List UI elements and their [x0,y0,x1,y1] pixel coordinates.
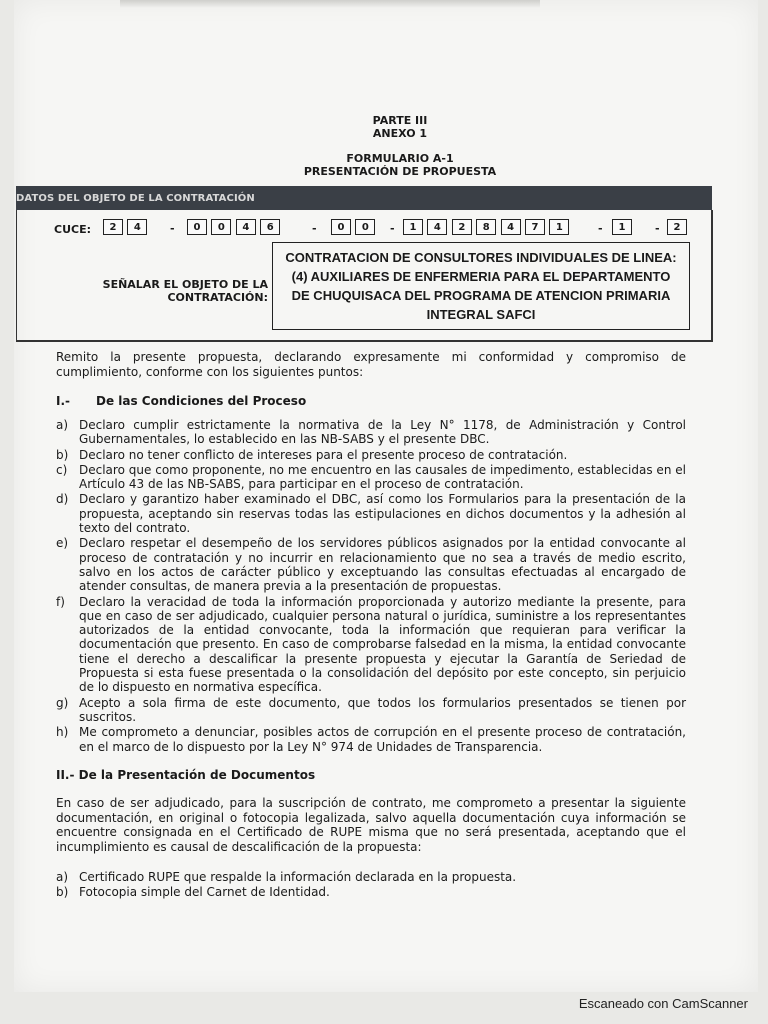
list-item [56,696,686,725]
list-item [56,885,686,899]
list-item [56,725,686,754]
cuce-digit-cell: 1 [549,219,569,235]
cuce-separator: - [655,222,660,235]
scan-smudge [120,0,540,8]
list-item-letter: b) [56,885,69,900]
box-border-bottom [16,340,713,342]
cuce-separator: - [312,222,317,235]
heading-parte: PARTE III [372,114,428,127]
list-item [56,870,686,884]
box-border-right [711,210,713,340]
intro-paragraph: Remito la presente propuesta, declarando expresamente mi conformidad y compromiso de cumplimiento, conforme con los siguientes puntos: [56,350,686,379]
cuce-digit-cell: 8 [476,219,496,235]
cuce-separator: - [598,222,603,235]
section2-heading: II.- De la Presentación de Documentos [56,768,316,782]
section1-list [56,418,686,755]
list-item-text: Certificado RUPE que respalde la información declarada en la propuesta. [79,870,517,884]
list-item-letter: d) [56,492,69,507]
cuce-digit-cell: 4 [427,219,447,235]
scanner-watermark: Escaneado con CamScanner [578,996,748,1011]
list-item-text: Declaro cumplir estrictamente la normativa de la Ley N° 1178, de Administración y Control Gubernamentales, lo establecido en las NB-SABS y el presente DBC. [79,418,686,447]
cuce-digit-cell: 1 [403,219,423,235]
objeto-text: CONTRATACION DE CONSULTORES INDIVIDUALES DE LINEA: (4) AUXILIARES DE ENFERMERIA PARA EL DEPARTAMENTO DE CHUQUISACA DEL PROGRAMA DE ATENCION PRIMARIA INTEGRAL SAFCI [285,250,677,322]
cuce-label: CUCE: [54,223,91,236]
section2-list [56,870,686,901]
cuce-digit-cell: 0 [187,219,207,235]
cuce-separator: - [390,222,395,235]
list-item-letter: b) [56,447,69,462]
cuce-digit-cell: 4 [127,219,147,235]
list-item-text: Declaro no tener conflicto de intereses para el presente proceso de contratación. [79,447,568,462]
list-item [56,448,686,462]
list-item [56,463,686,492]
list-item-text: Me comprometo a denunciar, posibles actos de corrupción en el presente proceso de contratación, en el marco de lo dispuesto por la Ley N° 974 de Unidades de Transparencia. [79,725,686,754]
heading-anexo: ANEXO 1 [372,127,428,140]
list-item-text: Acepto a sola firma de este documento, que todos los formularios presentados se tienen por suscritos. [79,695,686,724]
cuce-digit-cell: 2 [667,219,687,235]
list-item [56,595,686,695]
list-item-text: Declaro la veracidad de toda la información proporcionada y autorizo mediante la presente, para que en caso de ser adjudicado, cualquier persona natural o jurídica, suministre a los representantes autorizados de la entidad convocante, toda la información que requieran para verificar la documentación que presento. En caso de comprobarse falsedad en la misma, la entidad convocante tiene el derecho a descalificar la presente propuesta y ejecutar la Garantía de Seriedad de Propuesta si esta fuese presentada o la consolidación del depósito por este concepto, sin perjuicio de lo dispuesto en normativa específica. [79,594,686,695]
box-border-left [16,210,17,340]
cuce-separator: - [170,222,175,235]
list-item-letter: h) [56,725,69,740]
section1-title: De las Condiciones del Proceso [96,394,307,408]
section1-heading [56,394,306,408]
section1-number: I.- [56,394,71,408]
objeto-label-line2: CONTRATACIÓN: [167,291,268,304]
list-item-text: Fotocopia simple del Carnet de Identidad. [79,885,330,900]
list-item-text: Declaro respetar el desempeño de los servidores públicos asignados por la entidad convocante al proceso de contratación y no incurrir en relacionamiento que no sea a través de medio escrito, salvo en los actos de carácter público y exceptuando las consultas efectuadas al encargado de atender consultas, de manera previa a la presentación de propuestas. [79,536,686,594]
heading-titulo: PRESENTACIÓN DE PROPUESTA [303,165,497,178]
list-item-letter: a) [56,418,69,432]
list-item [56,418,686,447]
cuce-digit-cell: 2 [103,219,123,235]
objeto-label [60,278,268,304]
cuce-digit-cell: 7 [525,219,545,235]
cuce-digit-cell: 2 [452,219,472,235]
heading-formulario: FORMULARIO A-1 [346,152,454,165]
objeto-label-line1: SEÑALAR EL OBJETO DE LA [102,278,268,291]
list-item [56,492,686,535]
list-item-text: Declaro y garantizo haber examinado el DBC, así como los Formularios para la presentación de la propuesta, aceptando sin reservas todas las estipulaciones en dichos documentos y la adhesión al texto del contrato. [79,492,686,536]
cuce-digit-cell: 0 [211,219,231,235]
cuce-digit-cell: 0 [355,219,375,235]
list-item-letter: g) [56,695,69,710]
list-item-text: Declaro que como proponente, no me encuentro en las causales de impedimento, establecidas en el Artículo 43 de las NB-SABS, para participar en el proceso de contratación. [79,462,686,492]
cuce-digit-cell: 4 [501,219,521,235]
list-item [56,536,686,593]
cuce-digit-cell: 6 [260,219,280,235]
list-item-letter: c) [56,462,68,477]
cuce-digit-cell: 0 [331,219,351,235]
section2-intro: En caso de ser adjudicado, para la suscripción de contrato, me comprometo a presentar la siguiente documentación, en original o fotocopia legalizada, salvo aquella documentación cuya información se encuentre consignada en el Certificado de RUPE misma que no será presentada, aceptando que el incumplimiento es causal de descalificación de la propuesta: [56,796,686,854]
objeto-box [272,242,690,330]
band-title: DATOS DEL OBJETO DE LA CONTRATACIÓN [16,193,255,204]
list-item-letter: f) [56,594,65,609]
list-item-letter: e) [56,536,69,551]
cuce-digit-cell: 4 [236,219,256,235]
cuce-digit-cell: 1 [612,219,632,235]
list-item-letter: a) [56,870,69,884]
